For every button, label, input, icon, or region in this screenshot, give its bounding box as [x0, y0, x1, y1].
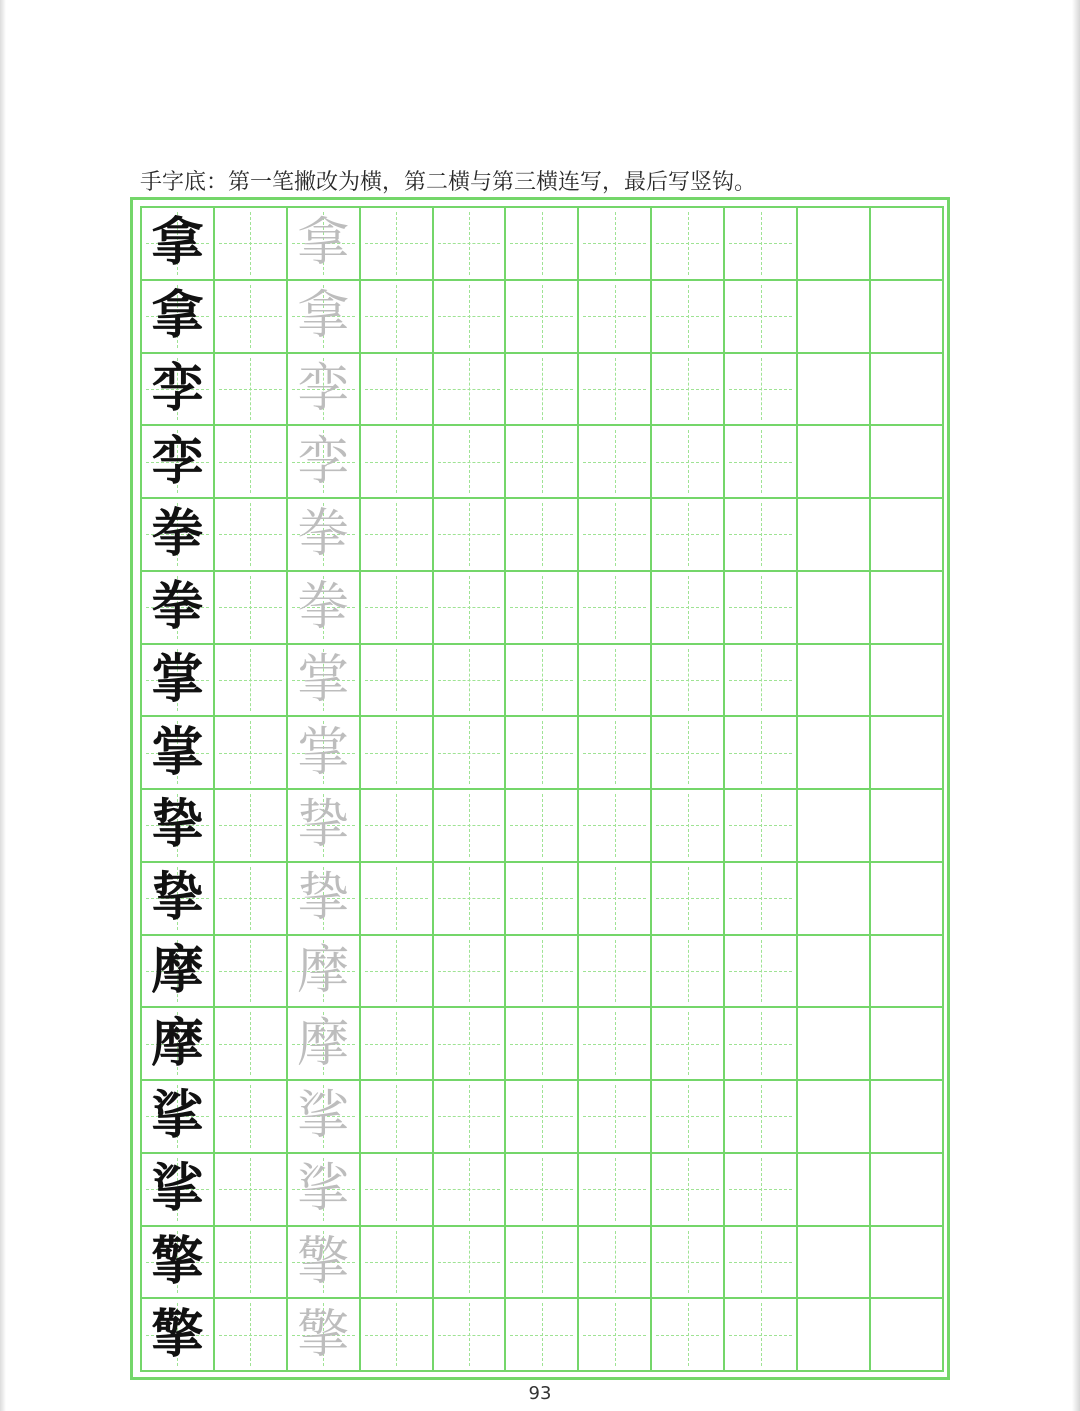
trace-character: 挲 [297, 1086, 350, 1147]
grid-cell [725, 717, 798, 790]
grid-cell [652, 936, 725, 1009]
grid-cell [652, 572, 725, 645]
grid-cell [798, 208, 871, 281]
grid-cell [142, 499, 215, 572]
grid-cell [361, 863, 434, 936]
grid-cell [725, 499, 798, 572]
trace-character: 孪 [297, 358, 350, 419]
trace-character: 拿 [297, 213, 350, 274]
grid-cell [798, 572, 871, 645]
grid-cell [506, 572, 579, 645]
grid-cell [215, 572, 288, 645]
model-character: 拳 [151, 503, 204, 565]
grid-cell [361, 426, 434, 499]
grid-cell [725, 208, 798, 281]
grid-cell [288, 645, 361, 718]
grid-cell [652, 499, 725, 572]
grid-cell [579, 1081, 652, 1154]
grid-cell [288, 281, 361, 354]
grid-cell [725, 1227, 798, 1300]
grid-cell [215, 1154, 288, 1227]
trace-character: 掌 [297, 722, 350, 783]
grid-cell [361, 1299, 434, 1372]
grid-cell [142, 208, 215, 281]
grid-cell [142, 1081, 215, 1154]
grid-cell [506, 1154, 579, 1227]
grid-cell [798, 1081, 871, 1154]
grid-cell [579, 936, 652, 1009]
grid-cell [579, 717, 652, 790]
instruction-text: 手字底：第一笔撇改为横，第二横与第三横连写，最后写竖钩。 [140, 170, 757, 195]
grid-cell [579, 281, 652, 354]
model-character: 擎 [151, 1230, 204, 1292]
grid-cell [434, 208, 507, 281]
grid-cell [652, 281, 725, 354]
grid-cell [215, 1008, 288, 1081]
grid-cell [142, 1008, 215, 1081]
grid-cell [725, 354, 798, 427]
trace-character: 拿 [297, 286, 350, 347]
model-character: 摩 [151, 1012, 204, 1074]
grid-cell [434, 281, 507, 354]
trace-character: 挲 [297, 1159, 350, 1220]
grid-cell [142, 426, 215, 499]
grid-cell [215, 1081, 288, 1154]
grid-cell [652, 863, 725, 936]
grid-cell [434, 645, 507, 718]
grid-cell [361, 1227, 434, 1300]
grid-cell [361, 1081, 434, 1154]
grid-cell [215, 281, 288, 354]
grid-cell [579, 790, 652, 863]
grid-cell [434, 1081, 507, 1154]
grid-cell [288, 426, 361, 499]
page-edge-right [1072, 0, 1080, 1411]
grid-cell [652, 354, 725, 427]
grid-cell [798, 354, 871, 427]
grid-cell [871, 572, 944, 645]
grid-cell [215, 1227, 288, 1300]
grid-cell [142, 717, 215, 790]
grid-cell [798, 645, 871, 718]
grid-cell [434, 936, 507, 1009]
grid-cell [142, 645, 215, 718]
grid-cell [652, 1081, 725, 1154]
grid-cell [288, 354, 361, 427]
grid-cell [506, 1299, 579, 1372]
grid-cell [871, 936, 944, 1009]
grid-cell [506, 863, 579, 936]
grid-cell [579, 1008, 652, 1081]
grid-cell [652, 717, 725, 790]
grid-cell [506, 499, 579, 572]
model-character: 挚 [151, 867, 204, 929]
grid-cell [798, 1008, 871, 1081]
grid-cell [798, 1227, 871, 1300]
grid-cell [506, 1227, 579, 1300]
grid-cell [142, 1154, 215, 1227]
grid-cell [506, 1081, 579, 1154]
model-character: 挲 [151, 1158, 204, 1220]
grid-cell [288, 1008, 361, 1081]
grid-cell [142, 936, 215, 1009]
grid-cell [361, 354, 434, 427]
model-character: 掌 [151, 721, 204, 783]
grid-cell [579, 499, 652, 572]
grid-cell [361, 208, 434, 281]
grid-cell [434, 499, 507, 572]
grid-cell [142, 790, 215, 863]
grid-cell [142, 863, 215, 936]
model-character: 摩 [151, 939, 204, 1001]
grid-cell [506, 645, 579, 718]
grid-cell [434, 426, 507, 499]
grid-cell [798, 790, 871, 863]
grid-cell [579, 1227, 652, 1300]
grid-cell [725, 790, 798, 863]
model-character: 拳 [151, 576, 204, 638]
grid-cell [361, 645, 434, 718]
grid-cell [361, 499, 434, 572]
page-edge-left [0, 0, 6, 1411]
grid-cell [288, 936, 361, 1009]
trace-character: 挚 [297, 868, 350, 929]
grid-cell [871, 281, 944, 354]
grid-cell [871, 426, 944, 499]
grid-cell [871, 354, 944, 427]
model-character: 擎 [151, 1303, 204, 1365]
model-character: 拿 [151, 285, 204, 347]
grid-cell [871, 1008, 944, 1081]
model-character: 挲 [151, 1085, 204, 1147]
grid-cell [506, 426, 579, 499]
grid-cell [215, 1299, 288, 1372]
grid-cell [142, 354, 215, 427]
grid-cell [142, 281, 215, 354]
grid-cell [288, 790, 361, 863]
grid-cell [215, 717, 288, 790]
model-character: 掌 [151, 648, 204, 710]
grid-cell [215, 790, 288, 863]
grid-cell [652, 1227, 725, 1300]
grid-cell [871, 499, 944, 572]
grid-cell [215, 426, 288, 499]
grid-cell [288, 499, 361, 572]
grid-cell [871, 1227, 944, 1300]
trace-character: 孪 [297, 431, 350, 492]
grid-cell [871, 1299, 944, 1372]
grid-cell [506, 717, 579, 790]
grid-cell [871, 1081, 944, 1154]
trace-character: 擎 [297, 1304, 350, 1365]
grid-cell [506, 354, 579, 427]
grid-cell [361, 572, 434, 645]
grid-cell [798, 1299, 871, 1372]
grid-cell [652, 1299, 725, 1372]
grid-cell [579, 354, 652, 427]
grid-cell [506, 281, 579, 354]
grid-cell [142, 1227, 215, 1300]
trace-character: 拳 [297, 504, 350, 565]
grid-cell [215, 645, 288, 718]
grid-cell [361, 1008, 434, 1081]
trace-character: 拳 [297, 577, 350, 638]
grid-cell [798, 863, 871, 936]
grid-cell [652, 426, 725, 499]
grid-cell [506, 1008, 579, 1081]
page-number: 93 [528, 1383, 552, 1404]
grid-cell [579, 1154, 652, 1227]
grid-cell [579, 208, 652, 281]
grid-cell [288, 1081, 361, 1154]
grid-cell [798, 717, 871, 790]
model-character: 孪 [151, 430, 204, 492]
grid-cell [361, 281, 434, 354]
grid-cell [798, 499, 871, 572]
grid-cell [142, 1299, 215, 1372]
grid-cell [288, 572, 361, 645]
grid-cell [579, 863, 652, 936]
grid-cell [798, 1154, 871, 1227]
grid-cell [215, 499, 288, 572]
trace-character: 摩 [297, 1013, 350, 1074]
grid-cell [725, 1299, 798, 1372]
grid-cell [798, 936, 871, 1009]
model-character: 孪 [151, 357, 204, 419]
grid-cell [871, 717, 944, 790]
grid-cell [725, 936, 798, 1009]
grid-cell [434, 1227, 507, 1300]
grid-cell [652, 790, 725, 863]
grid-cell [725, 426, 798, 499]
model-character: 拿 [151, 212, 204, 274]
grid-cell [142, 572, 215, 645]
grid-cell [506, 790, 579, 863]
trace-character: 擎 [297, 1231, 350, 1292]
trace-character: 摩 [297, 940, 350, 1001]
grid-cell [871, 790, 944, 863]
grid-cell [434, 863, 507, 936]
grid-cell [434, 717, 507, 790]
grid-cell [725, 1081, 798, 1154]
model-character: 挚 [151, 794, 204, 856]
grid-cell [288, 1299, 361, 1372]
trace-character: 挚 [297, 795, 350, 856]
grid-cell [871, 863, 944, 936]
grid-cell [361, 1154, 434, 1227]
grid-cell [652, 1154, 725, 1227]
grid-cell [725, 281, 798, 354]
grid-cell [288, 1227, 361, 1300]
grid-cell [434, 790, 507, 863]
grid-cell [652, 1008, 725, 1081]
grid-cell [506, 936, 579, 1009]
trace-character: 掌 [297, 649, 350, 710]
grid-cell [652, 208, 725, 281]
grid-cell [434, 1008, 507, 1081]
grid-cell [579, 645, 652, 718]
practice-grid [140, 206, 944, 1372]
grid-cell [725, 1154, 798, 1227]
grid-cell [725, 863, 798, 936]
grid-cell [215, 936, 288, 1009]
grid-cell [215, 863, 288, 936]
grid-cell [434, 1299, 507, 1372]
grid-cell [652, 645, 725, 718]
grid-cell [579, 572, 652, 645]
grid-cell [725, 645, 798, 718]
grid-cell [288, 208, 361, 281]
grid-cell [725, 572, 798, 645]
grid-cell [871, 1154, 944, 1227]
grid-cell [288, 863, 361, 936]
grid-cell [361, 717, 434, 790]
grid-cell [288, 1154, 361, 1227]
grid-cell [798, 426, 871, 499]
grid-cell [798, 281, 871, 354]
grid-cell [288, 717, 361, 790]
grid-cell [579, 426, 652, 499]
grid-cell [506, 208, 579, 281]
grid-cell [871, 208, 944, 281]
grid-cell [361, 936, 434, 1009]
grid-cell [434, 1154, 507, 1227]
grid-cell [579, 1299, 652, 1372]
grid-cell [361, 790, 434, 863]
grid-cell [434, 572, 507, 645]
grid-cell [434, 354, 507, 427]
grid-cell [215, 208, 288, 281]
grid-cell [215, 354, 288, 427]
grid-cell [871, 645, 944, 718]
grid-cell [725, 1008, 798, 1081]
